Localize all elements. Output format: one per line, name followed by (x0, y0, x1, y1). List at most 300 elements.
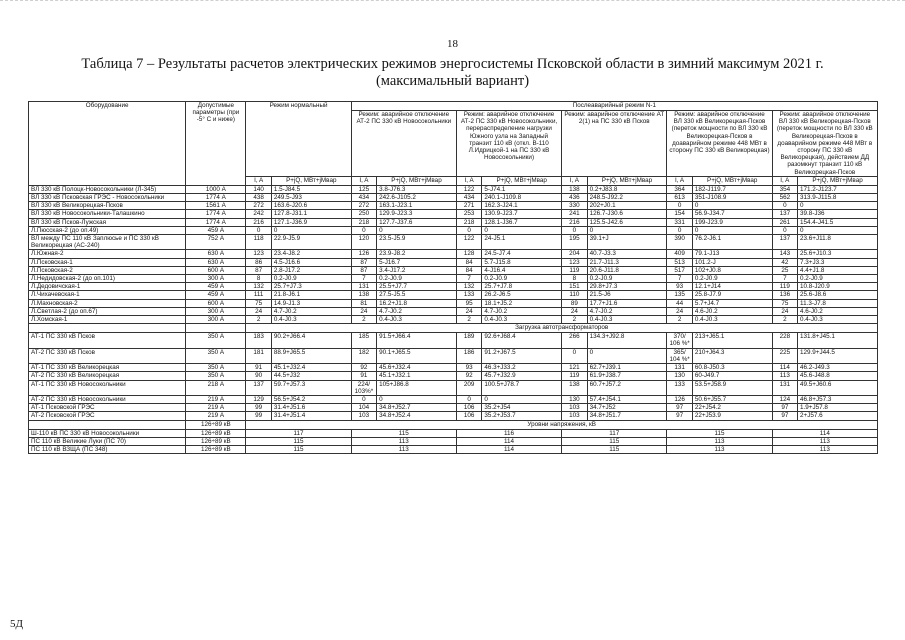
table-cell: 115 (246, 437, 351, 445)
table-cell: 25.5+J7.7 (377, 283, 457, 291)
table-cell: 137 (772, 235, 797, 250)
row-limit: 219 А (186, 404, 246, 412)
table-cell: 0 (562, 226, 587, 234)
table-cell: 34.8+J52.4 (377, 412, 457, 420)
row-limit: 1774 А (186, 218, 246, 226)
row-limit: 300 А (186, 275, 246, 283)
table-cell: 0 (351, 226, 376, 234)
table-cell: 123 (562, 258, 587, 266)
table-cell: 39.1+J (587, 235, 667, 250)
table-cell: 613 (667, 194, 692, 202)
table-cell: 2.8-J17.2 (271, 266, 351, 274)
subheader-current: I, A (667, 176, 692, 185)
table-cell: 24 (772, 307, 797, 315)
subheader-current: I, A (246, 176, 271, 185)
table-cell: 120 (351, 235, 376, 250)
line-row (29, 235, 878, 250)
table-cell: 113 (351, 437, 456, 445)
header-scenario: Режим: аварийное отключение АТ-2 ПС 330 кВ Новосокольники (351, 111, 456, 177)
table-cell: 62.7+J39.1 (587, 364, 667, 372)
row-name: Ш-110 кВ ПС 330 кВ Новосокольники (29, 429, 186, 437)
row-name: АТ-2 ПС 330 кВ Новосокольники (29, 395, 186, 403)
line-row (29, 291, 878, 299)
table-cell: 0.2-J0.9 (692, 275, 772, 283)
section-blank (186, 324, 246, 333)
table-cell: 128 (456, 250, 481, 258)
row-limit: 219 А (186, 412, 246, 420)
table-cell: 100.5+J78.7 (482, 380, 562, 395)
table-cell: 186 (456, 348, 481, 363)
table-cell: 59.7+J57.3 (271, 380, 351, 395)
table-cell: 204 (562, 250, 587, 258)
table-cell: 218 (351, 218, 376, 226)
line-row (29, 283, 878, 291)
subheader-power: P+jQ, МВт+jМвар (271, 176, 351, 185)
table-cell: 75 (246, 299, 271, 307)
header-limits: Допустимые параметры (при -5° С и ниже) (186, 102, 246, 186)
table-cell: 171.2-J123.7 (798, 185, 878, 193)
line-row (29, 194, 878, 202)
table-cell: 114 (772, 364, 797, 372)
table-cell: 23.5-J5.9 (377, 235, 457, 250)
table-cell: 56.9-J34.7 (692, 210, 772, 218)
row-limit: 459 А (186, 291, 246, 299)
table-cell: 3.8-J76.3 (377, 185, 457, 193)
table-cell: 181 (246, 348, 271, 363)
table-cell: 84 (456, 266, 481, 274)
table-cell: 0 (692, 226, 772, 234)
table-cell: 75 (772, 299, 797, 307)
table-cell: 25.6-J8.6 (798, 291, 878, 299)
table-cell: 136 (772, 291, 797, 299)
results-table (28, 101, 878, 454)
table-cell: 101.2-J (692, 258, 772, 266)
corner-note: 5Д (10, 618, 24, 630)
table-cell: 438 (246, 194, 271, 202)
table-cell: 42 (772, 258, 797, 266)
subheader-current: I, A (562, 176, 587, 185)
table-cell: 99 (246, 412, 271, 420)
row-limit: 752 А (186, 235, 246, 250)
table-cell: 182-J119.7 (692, 185, 772, 193)
table-cell: 365/ 104 %* (667, 348, 692, 363)
row-name: АТ-2 Псковской ГРЭС (29, 412, 186, 420)
row-name: ВЛ 330 кВ Полоцк-Новосокольники (Л-345) (29, 185, 186, 193)
row-name: Л.Светлая-2 (до оп.67) (29, 307, 186, 315)
header-post-emergency: Послеаварийный режим N-1 (351, 102, 877, 111)
table-cell: 4-J16.4 (482, 266, 562, 274)
row-limit: 1774 А (186, 194, 246, 202)
table-cell: 24-J5.1 (482, 235, 562, 250)
table-cell: 103 (562, 404, 587, 412)
table-cell: 138 (562, 185, 587, 193)
table-cell: 92.6+J68.4 (482, 333, 562, 348)
table-cell: 97 (772, 404, 797, 412)
table-cell: 131.8+J45.1 (798, 333, 878, 348)
table-cell: 127.7-J37.6 (377, 218, 457, 226)
transformer-row (29, 412, 878, 420)
table-cell: 45.1+J32.1 (377, 372, 457, 380)
row-name: Л.Чихачевская-1 (29, 291, 186, 299)
table-cell: 4.7-J0.2 (377, 307, 457, 315)
table-cell: 5.7-J15.8 (482, 258, 562, 266)
table-cell: 60.7+J57.2 (587, 380, 667, 395)
table-cell: 31.4+J51.6 (271, 404, 351, 412)
table-cell: 20.6-J11.8 (587, 266, 667, 274)
row-limit: 630 А (186, 258, 246, 266)
table-cell: 0.2-J0.9 (587, 275, 667, 283)
table-cell: 40.7-J3.3 (587, 250, 667, 258)
table-cell: 50.6+J55.7 (692, 395, 772, 403)
table-cell: 129.9-J23.3 (377, 210, 457, 218)
section-blank (29, 324, 186, 333)
table-cell: 0.4-J0.3 (482, 316, 562, 324)
transformer-row (29, 372, 878, 380)
table-cell: 114 (772, 429, 877, 437)
table-cell: 390 (667, 235, 692, 250)
table-cell: 131 (772, 380, 797, 395)
row-name: АТ-1 ПС 330 кВ Псков (29, 333, 186, 348)
table-cell: 0 (798, 226, 878, 234)
transformer-row (29, 395, 878, 403)
table-cell: 91.5+J66.4 (377, 333, 457, 348)
table-cell: 364 (667, 185, 692, 193)
table-cell: 11.3-J7.8 (798, 299, 878, 307)
table-cell: 5-J74.1 (482, 185, 562, 193)
table-cell: 5-J16.7 (377, 258, 457, 266)
line-row (29, 218, 878, 226)
row-name: АТ-2 ПС 330 кВ Великорецкая (29, 372, 186, 380)
table-cell: 45.6-J48.8 (798, 372, 878, 380)
table-cell: 138 (562, 380, 587, 395)
table-cell: 224/ 103%* (351, 380, 376, 395)
table-cell: 46.2-J49.3 (798, 364, 878, 372)
table-cell: 7.3+J3.3 (798, 258, 878, 266)
section-row-voltage (29, 420, 878, 429)
table-cell: 138 (351, 291, 376, 299)
row-limit: 300 А (186, 316, 246, 324)
table-cell: 216 (562, 218, 587, 226)
row-limit: 459 А (186, 283, 246, 291)
table-cell: 228 (772, 333, 797, 348)
table-cell: 131 (667, 364, 692, 372)
table-cell: 60-J49.7 (692, 372, 772, 380)
table-cell: 97 (667, 404, 692, 412)
row-name: Л.Махновская-2 (29, 299, 186, 307)
table-cell: 114 (456, 445, 561, 453)
table-cell: 4.7-J0.2 (482, 307, 562, 315)
table-cell: 76.2-J6.1 (692, 235, 772, 250)
table-cell: 122 (456, 235, 481, 250)
table-cell: 2 (351, 316, 376, 324)
table-cell: 434 (351, 194, 376, 202)
table-cell: 44.5+J32 (271, 372, 351, 380)
table-cell: 115 (667, 429, 772, 437)
table-cell: 253 (456, 210, 481, 218)
table-cell: 102+J0.8 (692, 266, 772, 274)
subheader-power: P+jQ, МВт+jМвар (377, 176, 457, 185)
table-cell: 250 (351, 210, 376, 218)
table-cell: 135 (667, 291, 692, 299)
table-cell: 49.5+J60.6 (798, 380, 878, 395)
table-cell: 115 (351, 429, 456, 437)
table-cell: 0.4-J0.3 (587, 316, 667, 324)
table-cell: 21.8-J6.1 (271, 291, 351, 299)
subheader-power: P+jQ, МВт+jМвар (798, 176, 878, 185)
table-cell: 45.1+J32.4 (271, 364, 351, 372)
table-cell: 7 (667, 275, 692, 283)
table-cell: 1.9+J57.8 (798, 404, 878, 412)
table-cell: 87 (351, 258, 376, 266)
table-cell: 124 (772, 395, 797, 403)
table-cell: 272 (246, 202, 271, 210)
header-equipment: Оборудование (29, 102, 186, 186)
line-row (29, 266, 878, 274)
table-cell: 90.1+J65.5 (377, 348, 457, 363)
table-cell: 24 (246, 307, 271, 315)
table-cell: 118 (246, 235, 271, 250)
line-row (29, 316, 878, 324)
table-cell: 127.1-J36.9 (271, 218, 351, 226)
table-cell: 4.6-J0.2 (798, 307, 878, 315)
table-cell: 115 (562, 437, 667, 445)
table-cell: 133 (456, 291, 481, 299)
table-cell: 25.7+J7.8 (482, 283, 562, 291)
table-body (29, 185, 878, 453)
line-row (29, 202, 878, 210)
table-cell: 240.1-J109.8 (482, 194, 562, 202)
table-cell: 242 (246, 210, 271, 218)
table-cell: 121 (562, 364, 587, 372)
table-cell: 106 (456, 412, 481, 420)
row-name: Л.Хомская-1 (29, 316, 186, 324)
subheader-current: I, A (351, 176, 376, 185)
row-name: Л.Южная-2 (29, 250, 186, 258)
row-name: АТ-1 ПС 330 кВ Новосокольники (29, 380, 186, 395)
table-cell: 163.1-J23.1 (377, 202, 457, 210)
row-limit: 350 А (186, 372, 246, 380)
table-cell: 202+J0.1 (587, 202, 667, 210)
row-limit: 219 А (186, 395, 246, 403)
transformer-row (29, 364, 878, 372)
table-cell: 99 (246, 404, 271, 412)
table-cell: 4.6-J0.2 (692, 307, 772, 315)
row-name: АТ-1 Псковской ГРЭС (29, 404, 186, 412)
table-cell: 111 (246, 291, 271, 299)
table-cell: 131 (351, 283, 376, 291)
table-cell: 103 (351, 412, 376, 420)
table-cell: 225 (772, 348, 797, 363)
table-cell: 7 (456, 275, 481, 283)
table-cell: 113 (772, 437, 877, 445)
table-cell: 21.5-J6 (587, 291, 667, 299)
table-cell: 22.9-J5.9 (271, 235, 351, 250)
row-limit: 126÷89 кВ (186, 445, 246, 453)
table-cell: 88.9+J65.5 (271, 348, 351, 363)
table-cell: 0 (667, 226, 692, 234)
table-cell: 5.7+J4.7 (692, 299, 772, 307)
table-cell: 125.5-J42.6 (587, 218, 667, 226)
table-cell: 35.2+J54 (482, 404, 562, 412)
table-cell: 249.5-J93 (271, 194, 351, 202)
table-cell: 409 (667, 250, 692, 258)
table-cell: 0.2-J0.9 (271, 275, 351, 283)
line-row (29, 226, 878, 234)
table-cell: 266 (562, 333, 587, 348)
section-row-transformers (29, 324, 878, 333)
row-limit: 126÷89 кВ (186, 429, 246, 437)
table-cell: 0.2-J0.9 (377, 275, 457, 283)
table-cell: 242.6-J105.2 (377, 194, 457, 202)
table-cell: 137 (772, 210, 797, 218)
table-cell: 154 (667, 210, 692, 218)
table-cell: 132 (456, 283, 481, 291)
table-cell: 0 (798, 202, 878, 210)
table-cell: 90 (246, 372, 271, 380)
table-cell: 0 (482, 395, 562, 403)
table-cell: 562 (772, 194, 797, 202)
section-voltage-label: Уровни напряжения, кВ (246, 420, 878, 429)
row-limit: 350 А (186, 348, 246, 363)
table-cell: 93 (456, 364, 481, 372)
table-cell: 12.1+J14 (692, 283, 772, 291)
row-name: Л.Недидовская-2 (до оп.101) (29, 275, 186, 283)
table-cell: 22+J54.2 (692, 404, 772, 412)
table-cell: 91.2+J67.5 (482, 348, 562, 363)
table-cell: 126 (351, 250, 376, 258)
table-cell: 143 (772, 250, 797, 258)
table-cell: 129.9+J44.5 (798, 348, 878, 363)
table-cell: 24 (351, 307, 376, 315)
table-cell: 133 (667, 380, 692, 395)
table-cell: 113 (667, 437, 772, 445)
row-limit: 350 А (186, 333, 246, 348)
transformer-row (29, 404, 878, 412)
row-limit: 630 А (186, 250, 246, 258)
row-name: ВЛ 330 кВ Великорецкая-Псков (29, 202, 186, 210)
section-voltage-limit: 126÷89 кВ (186, 420, 246, 429)
table-cell: 210+J64.3 (692, 348, 772, 363)
table-cell: 90.2+J66.4 (271, 333, 351, 348)
row-name: Л.Пюсская-2 (до оп.49) (29, 226, 186, 234)
table-cell: 110 (562, 291, 587, 299)
table-cell: 2+J57.6 (798, 412, 878, 420)
table-cell: 104 (351, 404, 376, 412)
table-cell: 34.7+J52 (587, 404, 667, 412)
table-cell: 0 (587, 348, 667, 363)
table-cell: 125 (351, 185, 376, 193)
table-cell: 57.4+J54.1 (587, 395, 667, 403)
table-cell: 45.6+J32.4 (377, 364, 457, 372)
subheader-current: I, A (772, 176, 797, 185)
subheader-power: P+jQ, МВт+jМвар (482, 176, 562, 185)
row-limit: 1774 А (186, 210, 246, 218)
table-cell: 1.5-J84.5 (271, 185, 351, 193)
table-cell: 241 (562, 210, 587, 218)
header-scenario: Режим: аварийное отключение АТ 2(1) на ПС 330 кВ Псков (562, 111, 667, 177)
table-cell: 8 (562, 275, 587, 283)
table-cell: 44 (667, 299, 692, 307)
row-name: ВЛ между ПС 110 кВ Заплюсье и ПС 330 кВ Великорецкая (АС-240) (29, 235, 186, 250)
table-cell: 26.2-J6.5 (482, 291, 562, 299)
row-limit: 1561 А (186, 202, 246, 210)
table-cell: 25.7+J7.3 (271, 283, 351, 291)
table-cell: 129 (246, 395, 271, 403)
table-cell: 434 (456, 194, 481, 202)
table-cell: 154.4-J41.5 (798, 218, 878, 226)
table-cell: 7 (351, 275, 376, 283)
table-cell: 91 (351, 372, 376, 380)
table-cell: 24 (667, 307, 692, 315)
table-cell: 2 (667, 316, 692, 324)
table-cell: 189 (456, 333, 481, 348)
table-cell: 91 (246, 364, 271, 372)
table-cell: 87 (351, 266, 376, 274)
table-cell: 79.1-J13 (692, 250, 772, 258)
table-cell: 23.9-J8.2 (377, 250, 457, 258)
table-cell: 56.5+J54.2 (271, 395, 351, 403)
table-cell: 0 (456, 395, 481, 403)
table-cell: 92 (351, 364, 376, 372)
table-cell: 0 (482, 226, 562, 234)
table-cell: 103 (562, 412, 587, 420)
table-cell: 0 (377, 395, 457, 403)
table-cell: 195 (562, 235, 587, 250)
table-cell: 25.6+J10.3 (798, 250, 878, 258)
table-cell: 2 (456, 316, 481, 324)
table-cell: 34.8+J51.7 (587, 412, 667, 420)
table-cell: 151 (562, 283, 587, 291)
table-cell: 271 (456, 202, 481, 210)
table-cell: 89 (562, 299, 587, 307)
table-cell: 0 (271, 226, 351, 234)
table-cell: 248.5-J92.2 (587, 194, 667, 202)
table-cell: 0.4-J0.3 (798, 316, 878, 324)
table-cell: 45.7+J32.9 (482, 372, 562, 380)
table-cell: 0 (351, 395, 376, 403)
table-cell: 22+J53.9 (692, 412, 772, 420)
table-cell: 0.4-J0.3 (377, 316, 457, 324)
table-cell: 130 (667, 372, 692, 380)
table-cell: 0 (456, 226, 481, 234)
table-cell: 93 (667, 283, 692, 291)
table-cell: 517 (667, 266, 692, 274)
table-cell: 331 (667, 218, 692, 226)
row-name: Л.Дедовичская-1 (29, 283, 186, 291)
table-cell: 0 (562, 348, 587, 363)
table-cell: 46.3+J33.2 (482, 364, 562, 372)
table-cell: 115 (246, 445, 351, 453)
line-row (29, 210, 878, 218)
table-cell: 18.1+J5.2 (482, 299, 562, 307)
table-cell: 0 (692, 202, 772, 210)
row-limit: 218 А (186, 380, 246, 395)
table-cell: 4.7-J0.2 (271, 307, 351, 315)
table-cell: 61.9+J38.7 (587, 372, 667, 380)
line-row (29, 258, 878, 266)
table-cell: 31.4+J51.4 (271, 412, 351, 420)
table-cell: 24.5-J7.4 (482, 250, 562, 258)
row-name: ПС 110 кВ Великие Луки (ПС 70) (29, 437, 186, 445)
subheader-power: P+jQ, МВт+jМвар (587, 176, 667, 185)
table-cell: 119 (772, 283, 797, 291)
table-cell: 17.7+J1.6 (587, 299, 667, 307)
table-cell: 39.8-J36 (798, 210, 878, 218)
table-cell: 4.5-J16.6 (271, 258, 351, 266)
table-cell: 0 (377, 226, 457, 234)
table-cell: 354 (772, 185, 797, 193)
section-transformers-label: Загрузка автотрансформаторов (246, 324, 878, 333)
